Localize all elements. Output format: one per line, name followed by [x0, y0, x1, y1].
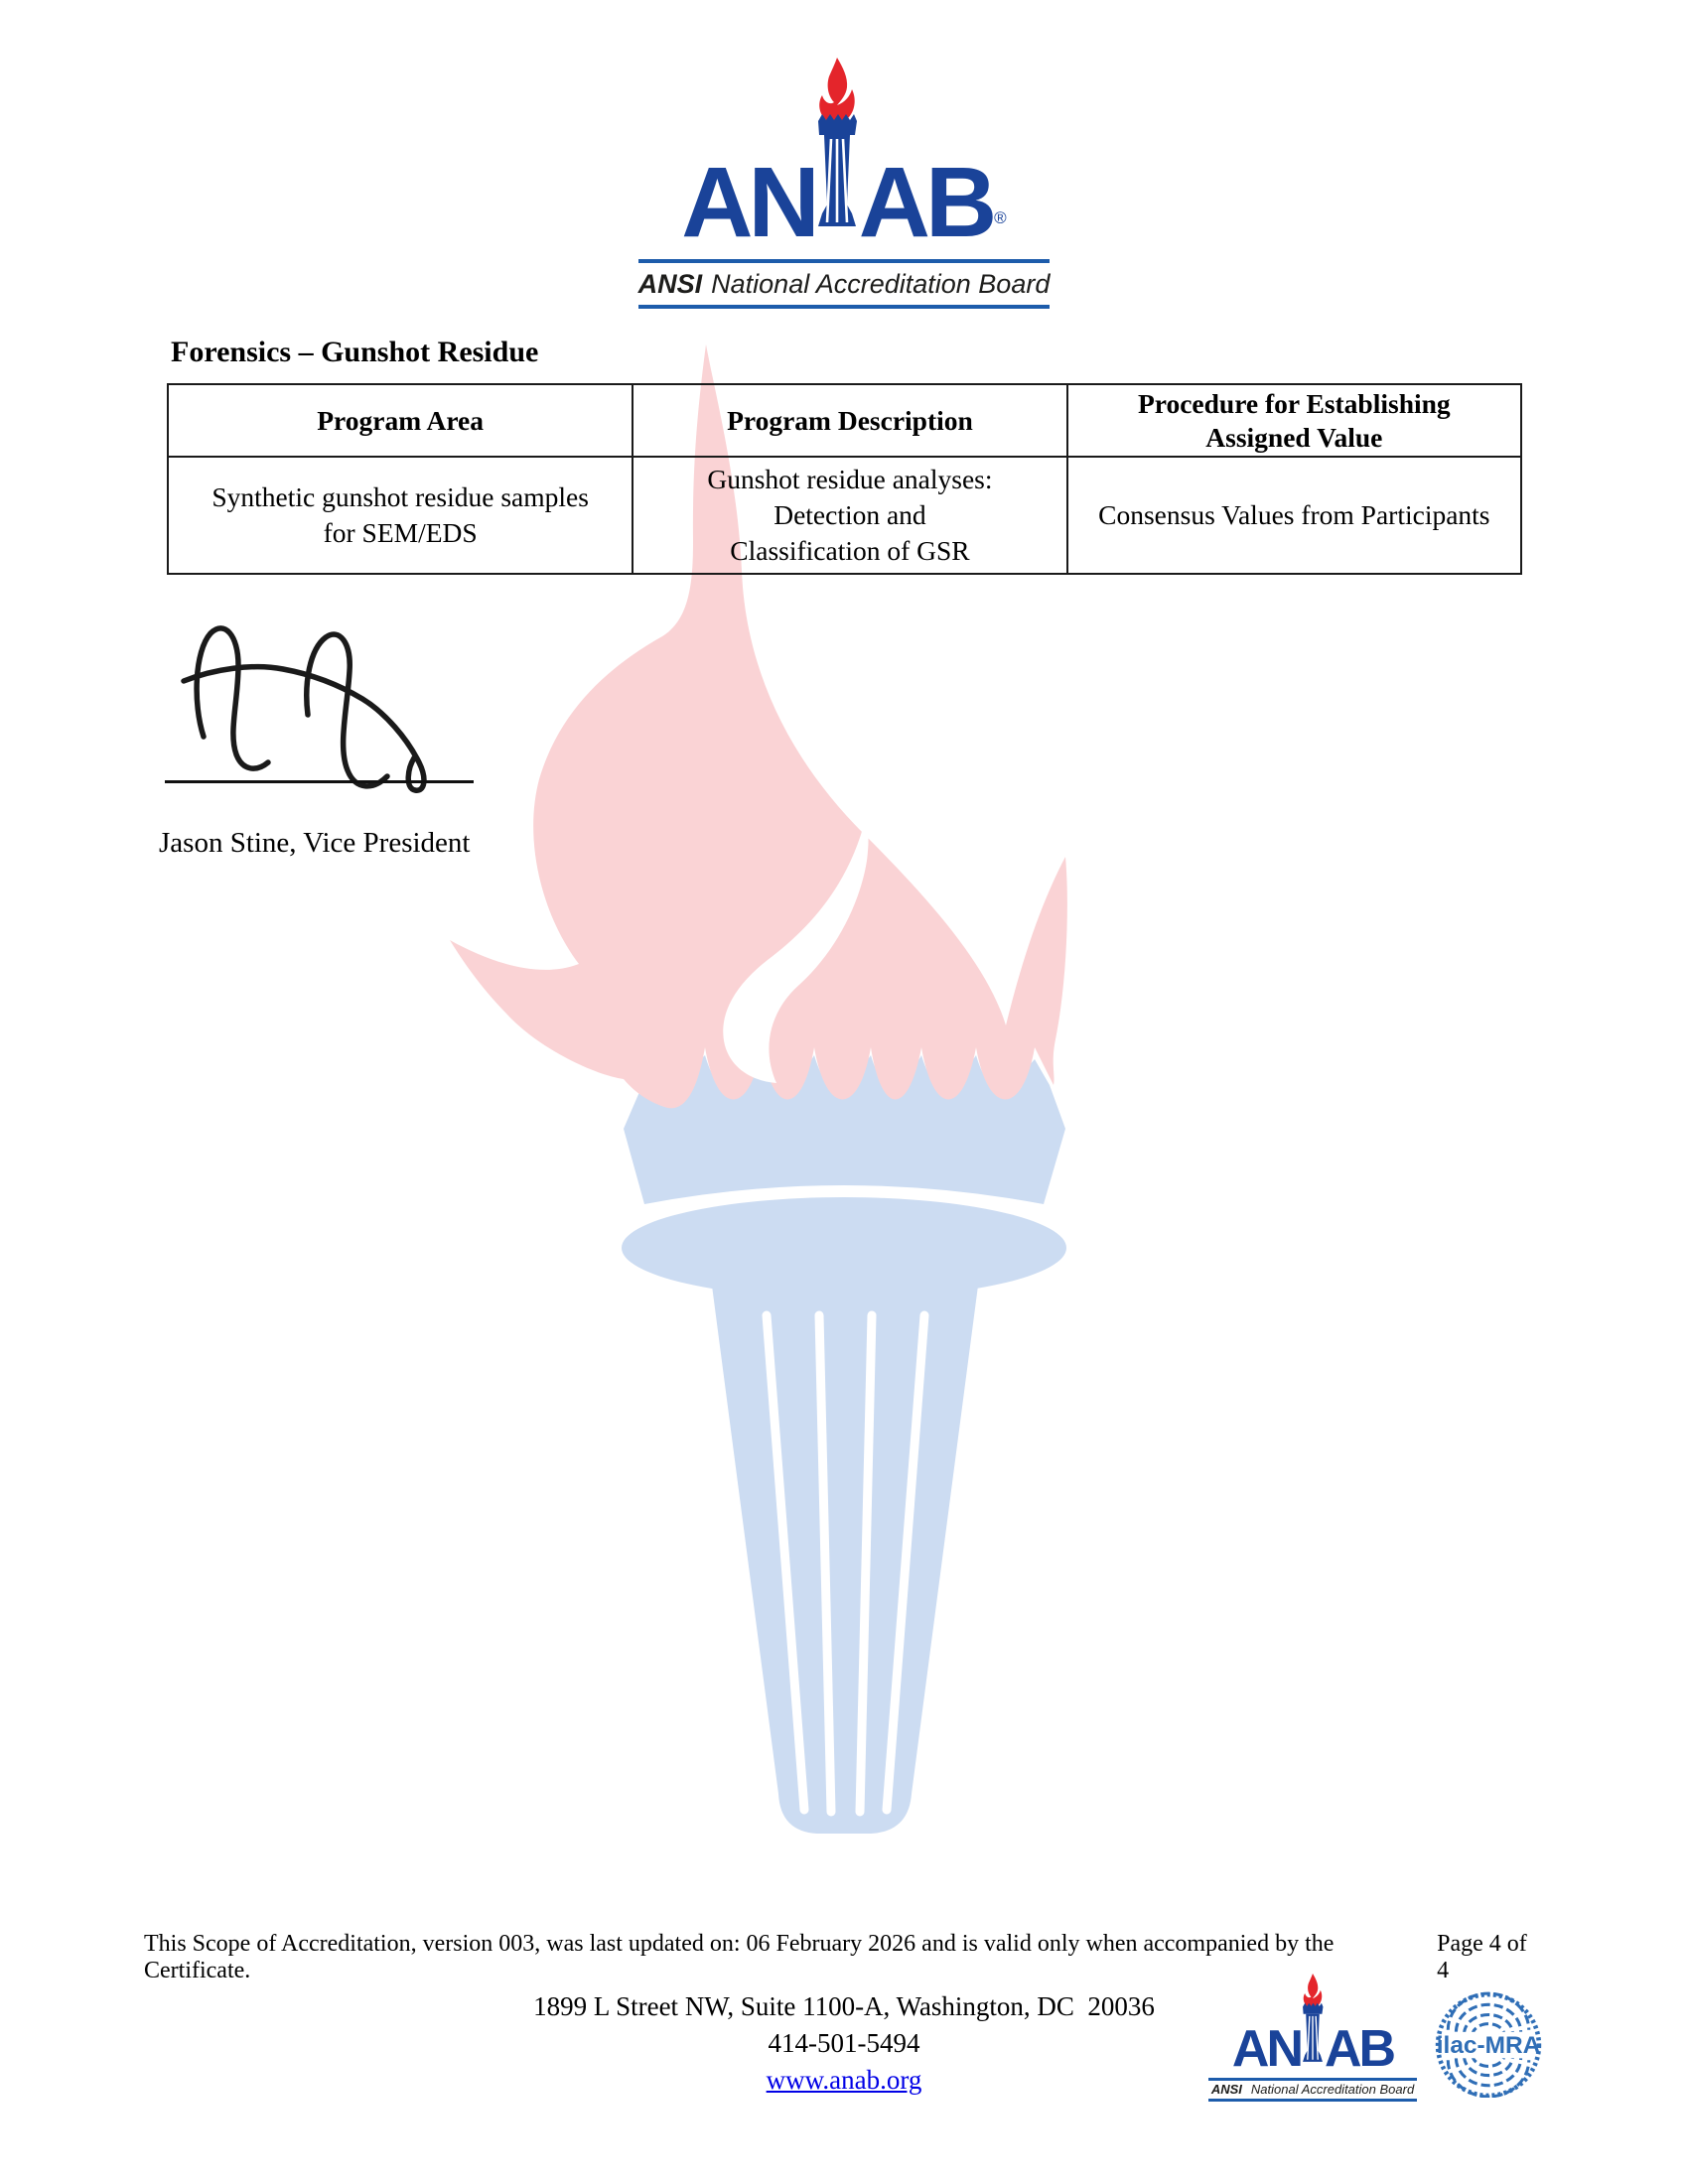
- header-text: Program Description: [727, 404, 973, 436]
- cell-procedure: [1067, 457, 1521, 574]
- header-text: Assigned Value: [1205, 421, 1383, 453]
- watermark-stem: [712, 1286, 978, 1834]
- page-indicator: Page 4 of 4: [1437, 1931, 1527, 1983]
- scope-table: [167, 383, 1522, 575]
- header-text: Procedure for Establishing: [1137, 388, 1451, 419]
- cell-text: Synthetic gunshot residue samples: [211, 481, 589, 513]
- tagline-ansi: ANSI: [637, 269, 703, 299]
- anab-wordmark-right: AB: [1325, 2020, 1394, 2078]
- logo-rule-top: [638, 259, 1050, 263]
- tagline-ansi: ANSI: [1210, 2082, 1242, 2097]
- anab-logo: [539, 75, 1149, 309]
- header-procedure: [1067, 384, 1521, 457]
- cell-program-area: [168, 457, 633, 574]
- footer-validity-row: [144, 1931, 1544, 1984]
- watermark-rim: [622, 1197, 1066, 1298]
- header-text: Program Area: [317, 404, 484, 436]
- tagline-rest: National Accreditation Board: [711, 269, 1051, 299]
- anab-wordmark-left: AN: [1231, 2020, 1301, 2078]
- cell-text: for SEM/EDS: [323, 517, 478, 549]
- logo-rule-top: [1208, 2078, 1417, 2081]
- signer-name: Jason Stine, Vice President: [159, 827, 471, 859]
- anab-wordmark: [539, 75, 1149, 258]
- anab-wordmark-right: AB: [858, 147, 993, 258]
- anab-torch-icon: [1299, 1974, 1327, 2065]
- logo-rule-bottom: [638, 305, 1050, 309]
- ilac-mra-label: ilac-MRA: [1436, 2032, 1541, 2060]
- section-title: Forensics – Gunshot Residue: [171, 336, 539, 368]
- anab-torch-icon: [811, 58, 863, 232]
- website-link[interactable]: www.anab.org: [766, 2065, 922, 2095]
- tagline-rest: National Accreditation Board: [1250, 2082, 1415, 2097]
- table-row: [168, 457, 1521, 574]
- anab-wordmark-small: [1208, 1983, 1417, 2078]
- logo-rule-bottom: [1208, 2099, 1417, 2102]
- anab-tagline: [539, 268, 1149, 300]
- anab-logo-small: [1208, 1983, 1417, 2102]
- table-header-row: [168, 384, 1521, 457]
- header-program-area: [168, 384, 633, 457]
- cell-text: Consensus Values from Participants: [1098, 499, 1490, 531]
- ilac-mra-seal-icon: [1433, 1988, 1544, 2098]
- signature-scrawl: [159, 608, 477, 801]
- header-program-description: [633, 384, 1066, 457]
- cell-program-description: [633, 457, 1066, 574]
- anab-tagline-small: [1208, 2083, 1417, 2097]
- cell-text: Classification of GSR: [730, 534, 970, 566]
- address-line: 1899 L Street NW, Suite 1100-A, Washington, DC 20036: [533, 1991, 1155, 2021]
- anab-wordmark-left: AN: [681, 147, 815, 258]
- validity-note: This Scope of Accreditation, version 003, was last updated on: 06 February 2026 and is valid only when accompanied by the Certificate.: [144, 1931, 1335, 1983]
- cell-text: Detection and: [774, 499, 926, 531]
- phone-number: 414-501-5494: [768, 2028, 920, 2058]
- cell-text: Gunshot residue analyses:: [707, 464, 993, 495]
- registered-trademark: ®: [994, 208, 1007, 227]
- signature-line: [165, 780, 474, 783]
